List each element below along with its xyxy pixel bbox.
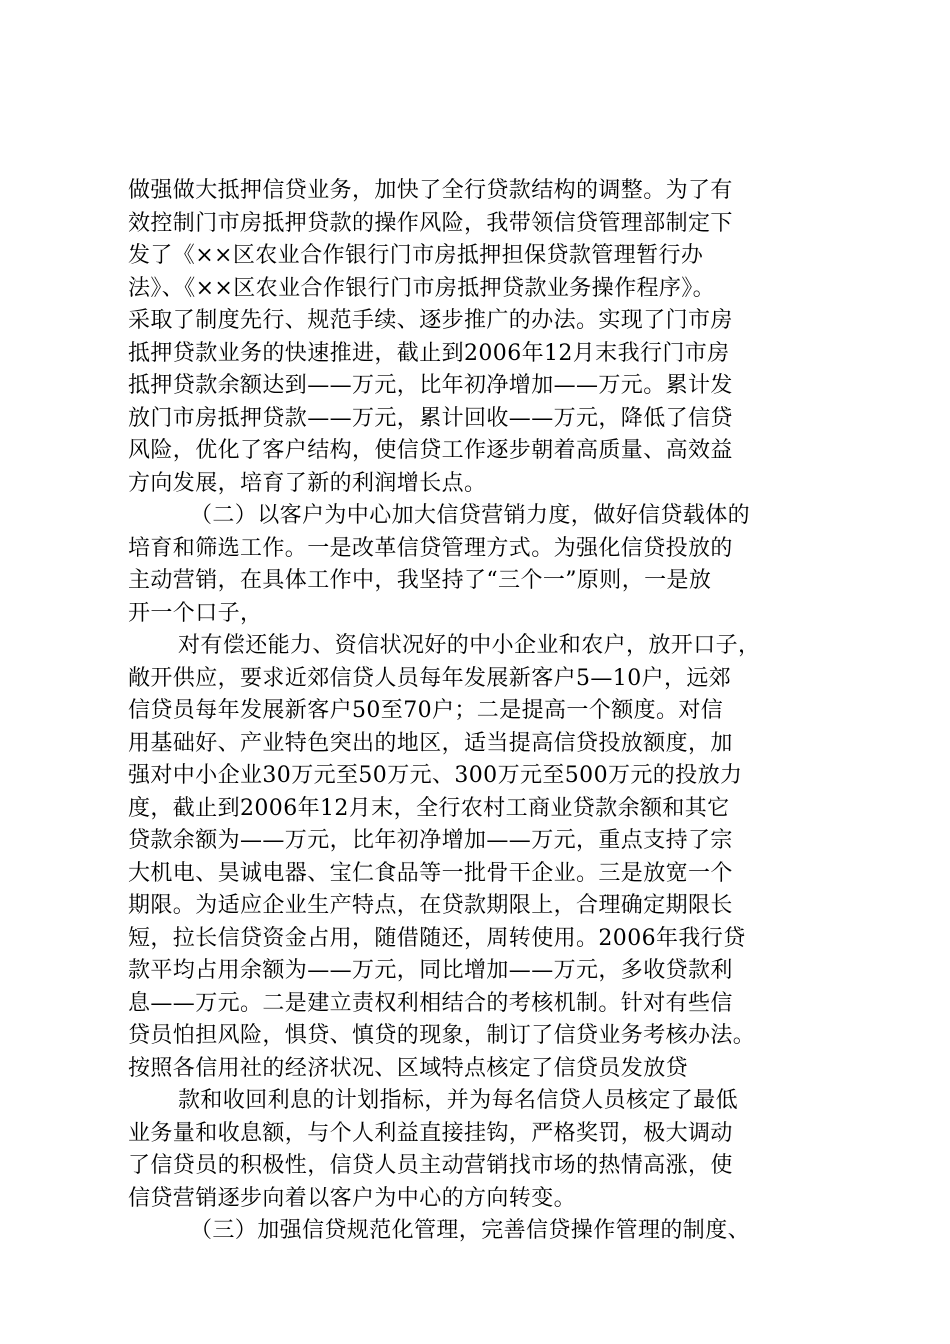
section-heading-3: （三）加强信贷规范化管理，完善信贷操作管理的制度、 <box>190 1218 751 1243</box>
text-line: 款平均占用余额为——万元，同比增加——万元，多收贷款利 <box>128 958 733 983</box>
text-line: 信贷员每年发展新客户50至70户；二是提高一个额度。对信 <box>128 698 724 723</box>
text-line: 法》、《××区农业合作银行门市房抵押贷款业务操作程序》。 <box>128 275 716 301</box>
text-line: 主动营销，在具体工作中，我坚持了“三个一”原则，一是放 <box>128 568 712 593</box>
text-line: 按照各信用社的经济状况、区域特点核定了信贷员发放贷 <box>128 1055 689 1081</box>
text-line: 业务量和收息额，与个人利益直接挂钩，严格奖罚，极大调动 <box>128 1120 733 1146</box>
section-heading-2: （二）以客户为中心加大信贷营销力度，做好信贷载体的 <box>190 503 751 528</box>
text-line: 方向发展，培育了新的利润增长点。 <box>128 470 487 496</box>
text-line: 风险，优化了客户结构，使信贷工作逐步朝着高质量、高效益 <box>128 438 733 463</box>
text-line: 信贷营销逐步向着以客户为中心的方向转变。 <box>128 1185 577 1211</box>
text-line: 息——万元。二是建立责权利相结合的考核机制。针对有些信 <box>128 990 733 1016</box>
text-line: 大机电、昊诚电器、宝仁食品等一批骨干企业。三是放宽一个 <box>128 860 733 886</box>
text-line: 抵押贷款业务的快速推进，截止到2006年12月末我行门市房 <box>128 340 730 366</box>
paragraph-start: 款和收回利息的计划指标，并为每名信贷人员核定了最低 <box>178 1088 739 1113</box>
body-text <box>128 175 848 1248</box>
text-line: 贷款余额为——万元，比年初净增加——万元，重点支持了宗 <box>128 828 733 853</box>
paragraph-start: 对有偿还能力、资信状况好的中小企业和农户，放开口子， <box>178 633 761 658</box>
text-line: 效控制门市房抵押贷款的操作风险，我带领信贷管理部制定下 <box>128 210 733 236</box>
text-line: 贷员怕担风险，惧贷、慎贷的现象，制订了信贷业务考核办法。 <box>128 1023 756 1048</box>
text-line: 了信贷员的积极性，信贷人员主动营销找市场的热情高涨，使 <box>128 1153 733 1178</box>
text-line: 敞开供应，要求近郊信贷人员每年发展新客户5—10户，远郊 <box>128 665 732 691</box>
text-line: 用基础好、产业特色突出的地区，适当提高信贷投放额度，加 <box>128 730 733 756</box>
text-line: 抵押贷款余额达到——万元，比年初净增加——万元。累计发 <box>128 373 733 398</box>
text-line: 做强做大抵押信贷业务，加快了全行贷款结构的调整。为了有 <box>128 178 733 203</box>
text-line: 采取了制度先行、规范手续、逐步推广的办法。实现了门市房 <box>128 308 733 333</box>
text-line: 放门市房抵押贷款——万元，累计回收——万元，降低了信贷 <box>128 405 733 431</box>
text-line: 期限。为适应企业生产特点，在贷款期限上，合理确定期限长 <box>128 893 733 918</box>
text-line: 强对中小企业30万元至50万元、300万元至500万元的投放力 <box>128 763 743 788</box>
text-line: 度，截止到2006年12月末，全行农村工商业贷款余额和其它 <box>128 795 730 821</box>
text-line: 发了《××区农业合作银行门市房抵押担保贷款管理暂行办 <box>128 243 704 268</box>
text-line: 培育和筛选工作。一是改革信贷管理方式。为强化信贷投放的 <box>128 535 733 561</box>
text-line: 开一个口子， <box>128 600 263 626</box>
text-line: 短，拉长信贷资金占用，随借随还，周转使用。2006年我行贷 <box>128 925 746 951</box>
